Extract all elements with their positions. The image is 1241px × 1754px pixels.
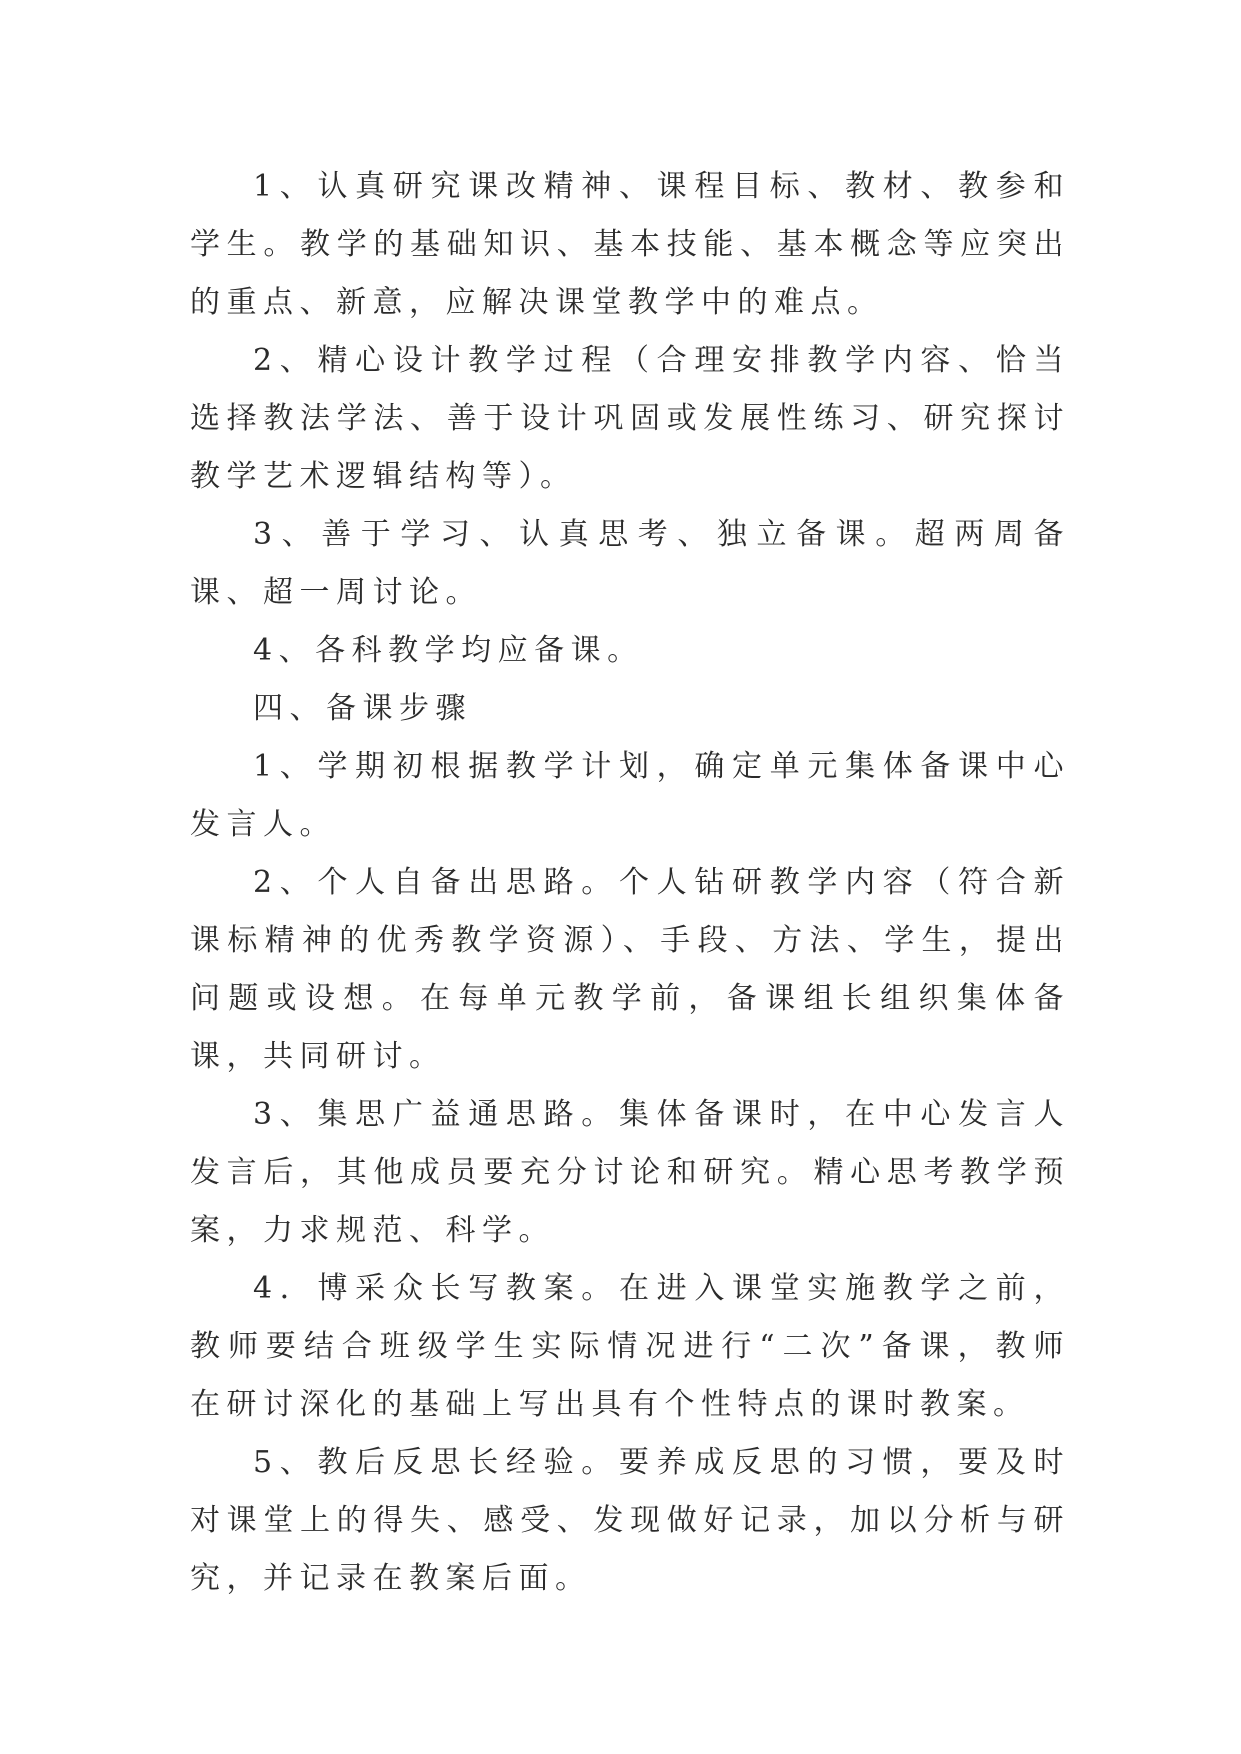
paragraph-step-1: 1、学期初根据教学计划，确定单元集体备课中心发言人。	[190, 749, 1070, 842]
paragraph-requirement-1: 1、认真研究课改精神、课程目标、教材、教参和学生。教学的基础知识、基本技能、基本概念等应突出的重点、新意，应解决课堂教学中的难点。	[190, 169, 1070, 320]
paragraph-step-4: 4．博采众长写教案。在进入课堂实施教学之前，教师要结合班级学生实际情况进行“二次”备课，教师在研讨深化的基础上写出具有个性特点的课时教案。	[190, 1271, 1070, 1422]
paragraph-step-5: 5、教后反思长经验。要养成反思的习惯，要及时对课堂上的得失、感受、发现做好记录，加以分析与研究，并记录在教案后面。	[190, 1445, 1070, 1596]
paragraph-requirement-3: 3、善于学习、认真思考、独立备课。超两周备课、超一周讨论。	[190, 517, 1070, 610]
paragraph-step-2: 2、个人自备出思路。个人钻研教学内容（符合新课标精神的优秀教学资源）、手段、方法、学生，提出问题或设想。在每单元教学前，备课组长组织集体备课，共同研讨。	[190, 865, 1070, 1074]
document-body	[190, 158, 1070, 1608]
paragraph-requirement-4: 4、各科教学均应备课。	[253, 633, 644, 668]
section-heading: 四、备课步骤	[253, 691, 472, 726]
paragraph-step-3: 3、集思广益通思路。集体备课时，在中心发言人发言后，其他成员要充分讨论和研究。精心思考教学预案，力求规范、科学。	[190, 1097, 1070, 1248]
paragraph-requirement-2: 2、精心设计教学过程（合理安排教学内容、恰当选择教法学法、善于设计巩固或发展性练习、研究探讨教学艺术逻辑结构等）。	[190, 343, 1070, 494]
